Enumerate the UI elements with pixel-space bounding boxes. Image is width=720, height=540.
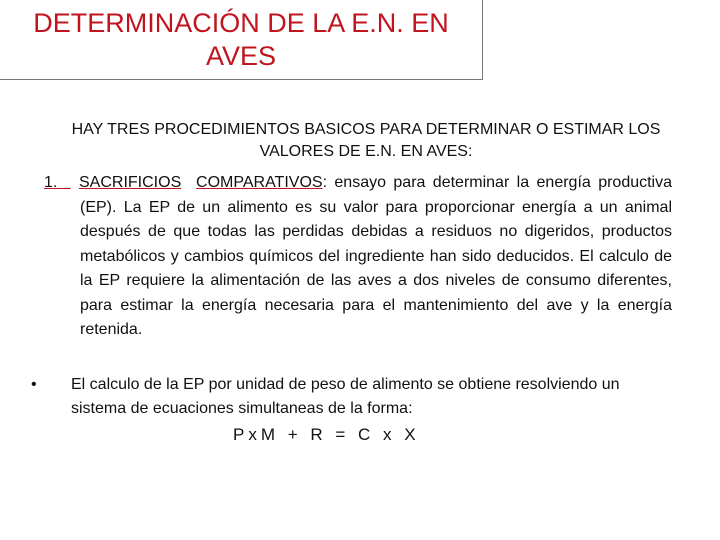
bullet-icon: • (31, 376, 37, 393)
bullet-block (31, 373, 676, 421)
item-heading-b: COMPARATIVOS (196, 174, 323, 191)
item-description: : ensayo para determinar la energía productiva (EP). La EP de un alimento es su valor para proporcionar energía a un animal después de que todas las perdidas debidas a residuos no digeridos, productos metabólicos y cambios químicos del ingrediente han sido deducidos. El calculo de la EP requiere la alimentación de las aves a dos niveles de consumo diferentes, para estimar la energía necesaria para el mantenimiento del ave y la energía retenida. (80, 174, 673, 338)
title-box (0, 0, 483, 80)
bullet-text: El calculo de la EP por unidad de peso de alimento se obtiene resolviendo un sistema de ecuaciones simultaneas de la forma: (71, 376, 620, 417)
intro-text: HAY TRES PROCEDIMIENTOS BASICOS PARA DETERMINAR O ESTIMAR LOS VALORES DE E.N. EN AVES: (71, 121, 661, 160)
item-body (44, 171, 672, 343)
title-line-2: AVES (205, 40, 277, 71)
numbered-item-1 (44, 171, 672, 343)
item-heading-a: SACRIFICIOS (79, 174, 182, 191)
title-line-1: DETERMINACIÓN DE LA E.N. EN (33, 7, 449, 38)
formula: PxM + R = C x X (233, 425, 420, 444)
item-marker: 1. (44, 174, 58, 191)
